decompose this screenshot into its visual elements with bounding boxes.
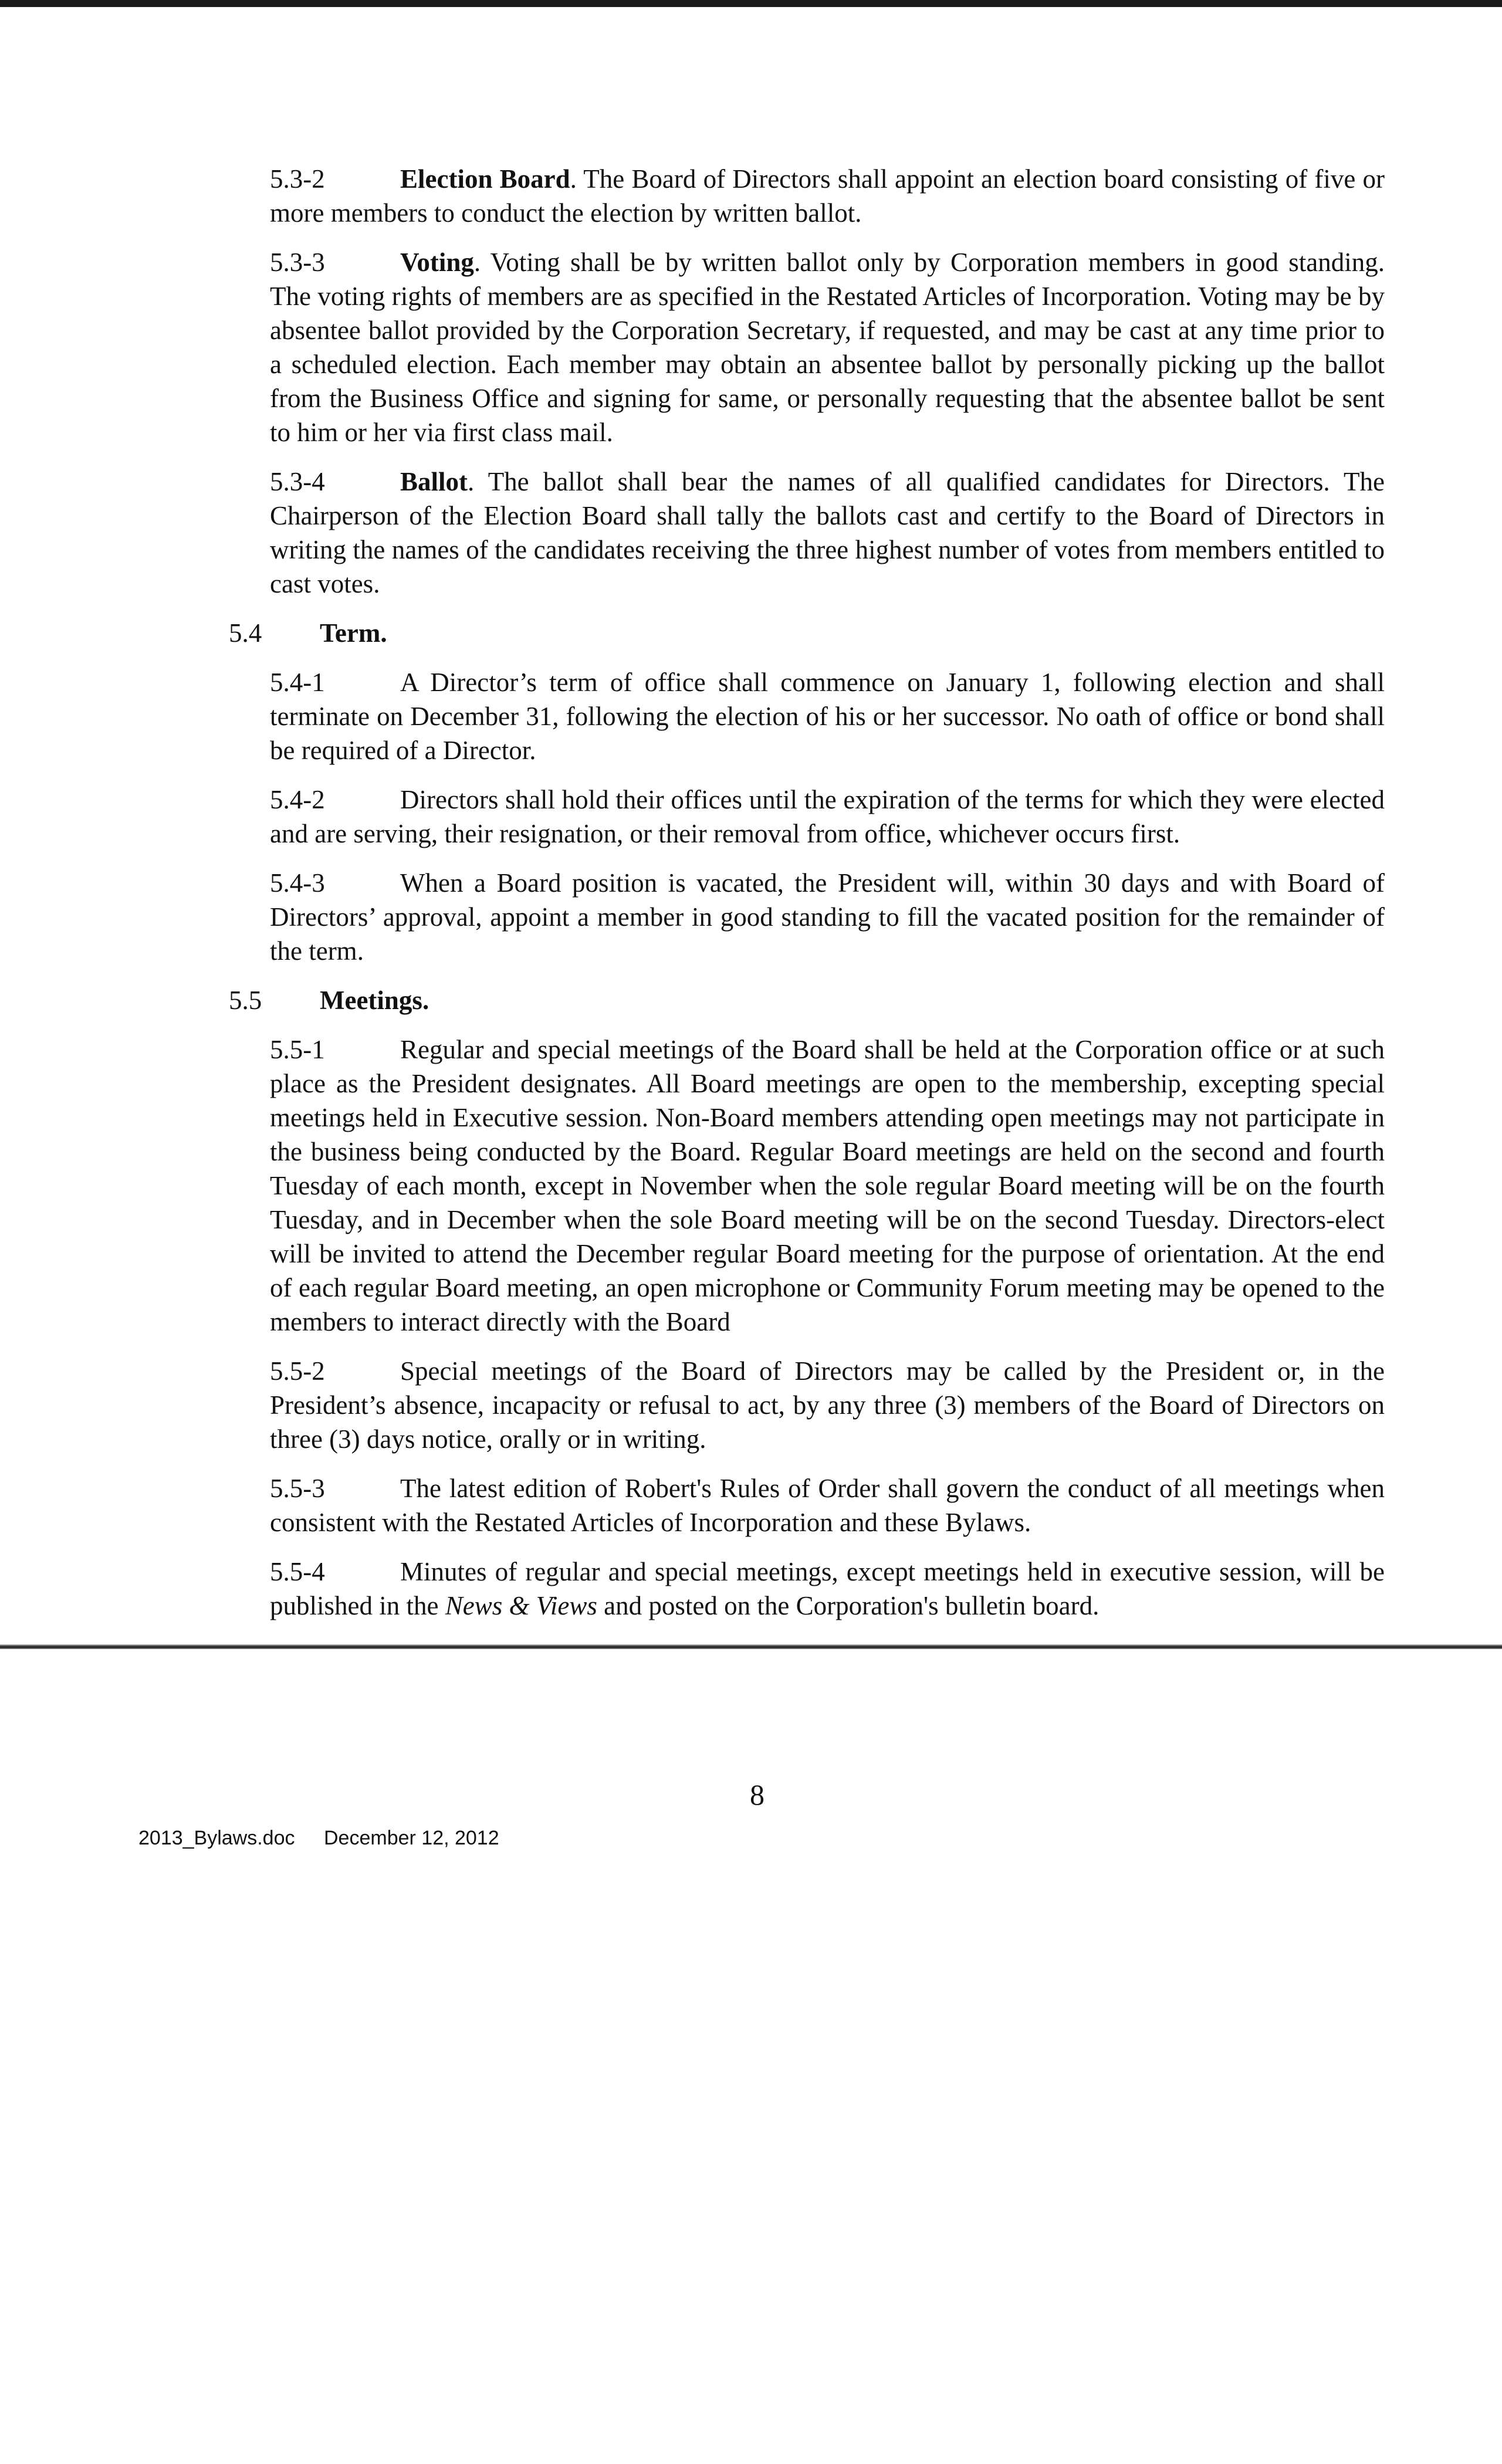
section-title: Election Board — [400, 164, 570, 194]
heading-number: 5.5 — [229, 986, 262, 1015]
section-5-5-2 — [270, 1354, 1385, 1456]
section-text-before: Minutes of regular and special meetings, except meetings held in executive session, will be published in the — [270, 1557, 1385, 1620]
document-page — [229, 162, 1385, 1638]
heading-title: Meetings. — [320, 986, 429, 1015]
section-number: 5.4-1 — [270, 668, 325, 697]
section-text: Regular and special meetings of the Board shall be held at the Corporation office or at such place as the President designates. All Board meetings are open to the membership, excepting special meetings held in Executive session. Non-Board members attending open meetings may not participate in the business being conducted by the Board. Regular Board meetings are held on the second and fourth Tuesday of each month, except in November when the sole regular Board meeting will be on the fourth Tuesday, and in December when the sole Board meeting will be on the second Tuesday. Directors-elect will be invited to attend the December regular Board meeting for the purpose of orientation. At the end of each regular Board meeting, an open microphone or Community Forum meeting may be opened to the members to interact directly with the Board — [270, 1035, 1385, 1336]
section-number: 5.3-3 — [270, 248, 325, 277]
heading-number: 5.4 — [229, 618, 262, 648]
section-title: Voting — [400, 248, 474, 277]
section-text: A Director’s term of office shall commence on January 1, following election and shall terminate on December 31, following the election of his or her successor. No oath of office or bond shall be required of a Director. — [270, 668, 1385, 765]
section-text: Special meetings of the Board of Directors may be called by the President or, in the President’s absence, incapacity or refusal to act, by any three (3) members of the Board of Directors on three (3) days notice, orally or in writing. — [270, 1356, 1385, 1454]
publication-title: News & Views — [445, 1591, 597, 1620]
section-5-5-3 — [270, 1471, 1385, 1539]
section-number: 5.5-2 — [270, 1356, 325, 1386]
footer-filename: 2013_Bylaws.doc — [138, 1827, 295, 1849]
heading-5-4-term — [229, 616, 1385, 650]
page-number: 8 — [750, 1778, 764, 1811]
heading-5-5-meetings — [229, 983, 1385, 1017]
section-text: . The ballot shall bear the names of all qualified candidates for Directors. The Chairperson of the Election Board shall tally the ballots cast and certify to the Board of Directors in writing the names of the candidates receiving the three highest number of votes from members entitled to cast votes. — [270, 467, 1385, 598]
section-text: Directors shall hold their offices until the expiration of the terms for which they were elected and are serving, their resignation, or their removal from office, whichever occurs first. — [270, 785, 1385, 848]
section-number: 5.3-2 — [270, 164, 325, 194]
section-5-4-2 — [270, 783, 1385, 851]
heading-title: Term. — [320, 618, 387, 648]
section-5-3-2 — [270, 162, 1385, 230]
scan-border-top — [0, 0, 1502, 7]
section-5-3-4 — [270, 465, 1385, 601]
section-text: . Voting shall be by written ballot only by Corporation members in good standing. The voting rights of members are as specified in the Restated Articles of Incorporation. Voting may be by absentee ballot provided by the Corporation Secretary, if requested, and may be cast at any time prior to a scheduled election. Each member may obtain an absentee ballot by personally picking up the ballot from the Business Office and signing for same, or personally requesting that the absentee ballot be sent to him or her via first class mail. — [270, 248, 1385, 447]
section-text: . The Board of Directors shall appoint an election board consisting of five or more members to conduct the election by written ballot. — [270, 164, 1385, 228]
section-5-5-1 — [270, 1033, 1385, 1339]
section-5-5-4 — [270, 1555, 1385, 1623]
section-text: When a Board position is vacated, the President will, within 30 days and with Board of Directors’ approval, appoint a member in good standing to fill the vacated position for the remainder of the term. — [270, 868, 1385, 966]
section-text: The latest edition of Robert's Rules of Order shall govern the conduct of all meetings when consistent with the Restated Articles of Incorporation and these Bylaws. — [270, 1474, 1385, 1537]
section-number: 5.4-2 — [270, 785, 325, 814]
scan-border-bottom — [0, 1644, 1502, 1649]
section-number: 5.4-3 — [270, 868, 325, 898]
section-number: 5.5-4 — [270, 1557, 325, 1586]
section-5-4-3 — [270, 866, 1385, 968]
section-number: 5.3-4 — [270, 467, 325, 496]
section-number: 5.5-3 — [270, 1474, 325, 1503]
section-5-3-3 — [270, 245, 1385, 449]
section-text-after: and posted on the Corporation's bulletin board. — [597, 1591, 1100, 1620]
section-number: 5.5-1 — [270, 1035, 325, 1064]
section-title: Ballot — [400, 467, 468, 496]
section-5-4-1 — [270, 665, 1385, 767]
footer-date: December 12, 2012 — [324, 1827, 499, 1849]
